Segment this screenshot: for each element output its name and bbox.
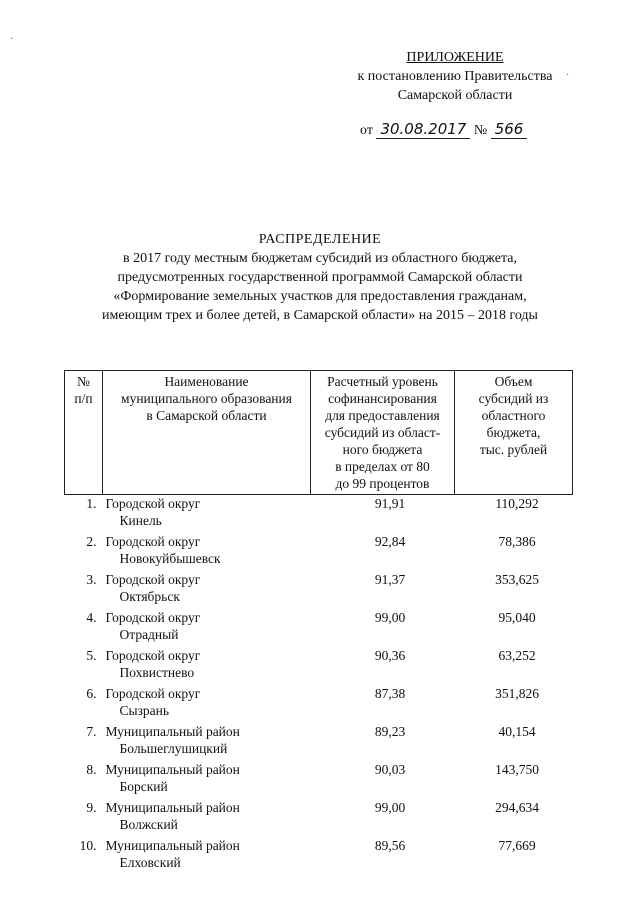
appendix-line-1: к постановлению Правительства	[357, 69, 553, 84]
table-row	[65, 571, 573, 609]
municipality-type: Городской округ	[105, 572, 201, 587]
header-line: Наименование	[164, 374, 249, 389]
appendix-block	[340, 48, 570, 105]
scan-speck: ·	[10, 34, 14, 45]
row-number: 2.	[86, 534, 97, 549]
municipality-name: Новокуйбышевск	[119, 551, 221, 566]
row-municipality	[103, 685, 311, 723]
heading-line: имеющим трех и более детей, в Самарской области» на 2015 – 2018 годы	[102, 308, 538, 323]
row-municipality	[103, 837, 311, 875]
header-line: для предоставления	[325, 408, 440, 423]
row-rate: 87,38	[374, 686, 406, 701]
header-line: в пределах от 80	[335, 459, 430, 474]
header-line: Объем	[494, 374, 533, 389]
municipality-type: Муниципальный район	[105, 800, 240, 815]
heading-line: в 2017 году местным бюджетам субсидий из областного бюджета,	[123, 251, 517, 266]
row-volume: 63,252	[498, 648, 536, 663]
row-number: 1.	[86, 496, 97, 511]
municipality-type: Городской округ	[105, 686, 201, 701]
table-row	[65, 799, 573, 837]
municipality-type: Городской округ	[105, 496, 201, 511]
municipality-type: Муниципальный район	[105, 724, 240, 739]
decree-date: 30.08.2017	[376, 120, 470, 139]
decree-reference	[360, 120, 580, 139]
row-number: 4.	[86, 610, 97, 625]
row-volume: 95,040	[498, 610, 536, 625]
row-number: 8.	[86, 762, 97, 777]
appendix-line-2: Самарской области	[397, 88, 513, 103]
header-line: муниципального образования	[121, 391, 292, 406]
header-name	[103, 371, 311, 495]
header-line: до 99 процентов	[335, 476, 430, 491]
heading-title: РАСПРЕДЕЛЕНИЕ	[258, 232, 382, 247]
row-number: 9.	[86, 800, 97, 815]
header-line: субсидий из област-	[324, 425, 441, 440]
municipality-name: Волжский	[119, 817, 178, 832]
municipality-type: Муниципальный район	[105, 838, 240, 853]
appendix-title: ПРИЛОЖЕНИЕ	[406, 50, 504, 65]
row-volume: 77,669	[498, 838, 536, 853]
municipality-name: Октябрьск	[119, 589, 180, 604]
row-rate: 91,37	[374, 572, 406, 587]
header-line: в Самарской области	[146, 408, 267, 423]
row-municipality	[103, 609, 311, 647]
row-municipality	[103, 533, 311, 571]
row-number: 10.	[79, 838, 97, 853]
decree-number: 566	[491, 120, 528, 139]
header-line: ного бюджета	[342, 442, 423, 457]
header-number	[65, 371, 103, 495]
table-row	[65, 495, 573, 534]
row-municipality	[103, 571, 311, 609]
header-rate	[311, 371, 455, 495]
heading-line: предусмотренных государственной программой Самарской области	[117, 270, 523, 285]
municipality-type: Городской округ	[105, 610, 201, 625]
scan-speck: ·	[566, 70, 570, 81]
row-municipality	[103, 495, 311, 534]
number-prefix: №	[473, 123, 488, 138]
row-municipality	[103, 761, 311, 799]
row-number: 6.	[86, 686, 97, 701]
table-row	[65, 609, 573, 647]
table-row	[65, 685, 573, 723]
date-prefix: от	[360, 123, 373, 138]
row-volume: 351,826	[495, 686, 539, 701]
row-number: 3.	[86, 572, 97, 587]
row-rate: 89,23	[374, 724, 406, 739]
heading-line: «Формирование земельных участков для предоставления гражданам,	[113, 289, 527, 304]
header-line: субсидий из	[478, 391, 549, 406]
row-volume: 110,292	[495, 496, 539, 511]
table-row	[65, 647, 573, 685]
row-rate: 90,36	[374, 648, 406, 663]
header-line: софинансирования	[328, 391, 437, 406]
row-municipality	[103, 723, 311, 761]
row-rate: 90,03	[374, 762, 406, 777]
row-rate: 91,91	[374, 496, 406, 511]
header-line: п/п	[74, 391, 93, 406]
municipality-type: Городской округ	[105, 534, 201, 549]
municipality-name: Елховский	[119, 855, 181, 870]
row-volume: 353,625	[495, 572, 539, 587]
municipality-name: Кинель	[119, 513, 162, 528]
row-rate: 92,84	[374, 534, 406, 549]
header-line: областного	[481, 408, 546, 423]
header-volume	[455, 371, 573, 495]
municipality-name: Борский	[119, 779, 168, 794]
row-municipality	[103, 647, 311, 685]
table-row	[65, 723, 573, 761]
municipality-type: Муниципальный район	[105, 762, 240, 777]
row-number: 7.	[86, 724, 97, 739]
table-row	[65, 837, 573, 875]
row-volume: 78,386	[498, 534, 536, 549]
row-rate: 99,00	[374, 800, 406, 815]
municipality-type: Городской округ	[105, 648, 201, 663]
subsidy-table	[64, 370, 573, 875]
row-volume: 143,750	[495, 762, 539, 777]
municipality-name: Похвистнево	[119, 665, 195, 680]
document-heading	[50, 230, 590, 325]
row-number: 5.	[86, 648, 97, 663]
header-line: бюджета,	[486, 425, 541, 440]
row-volume: 294,634	[495, 800, 539, 815]
row-rate: 99,00	[374, 610, 406, 625]
header-line: №	[77, 374, 90, 389]
row-municipality	[103, 799, 311, 837]
row-rate: 89,56	[374, 838, 406, 853]
header-line: Расчетный уровень	[327, 374, 438, 389]
municipality-name: Отрадный	[119, 627, 179, 642]
table-header-row	[65, 371, 573, 495]
table-row	[65, 761, 573, 799]
row-volume: 40,154	[498, 724, 536, 739]
table-row	[65, 533, 573, 571]
municipality-name: Сызрань	[119, 703, 170, 718]
municipality-name: Большеглушицкий	[119, 741, 228, 756]
header-line: тыс. рублей	[479, 442, 548, 457]
